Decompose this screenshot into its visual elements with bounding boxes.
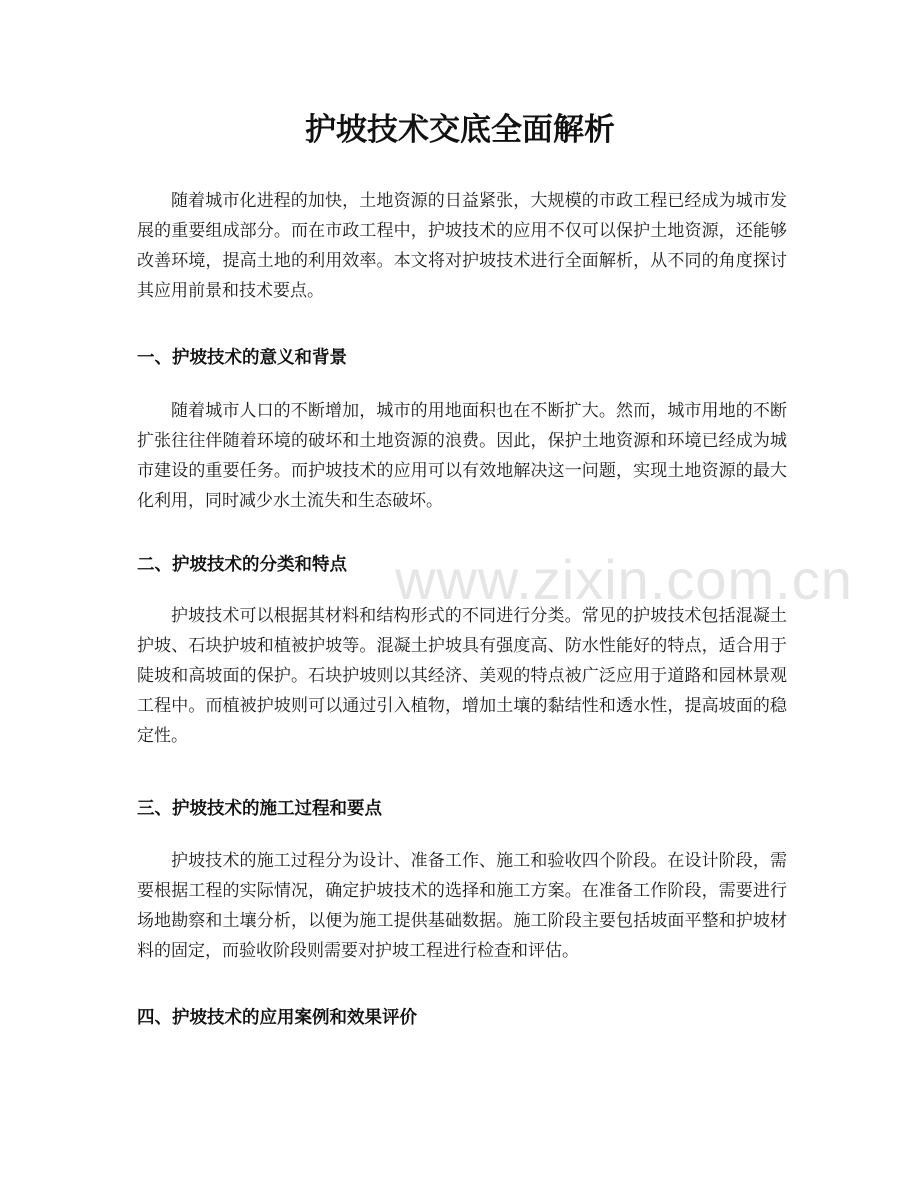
document-title: 护坡技术交底全面解析 [305, 112, 615, 148]
section-2-heading: 二、护坡技术的分类和特点 [137, 555, 347, 575]
section-1-heading: 一、护坡技术的意义和背景 [137, 348, 347, 368]
watermark: www.zixin.com.cn [395, 548, 853, 611]
section-4-heading: 四、护坡技术的应用案例和效果评价 [137, 1008, 417, 1028]
section-1-paragraph: 随着城市人口的不断增加，城市的用地面积也在不断扩大。然而，城市用地的不断扩张往往伴随着环境的破坏和土地资源的浪费。因此，保护土地资源和环境已经成为城市建设的重要任务。而护坡技术的应用可以有效地解决这一问题，实现土地资源的最大化利用，同时减少水土流失和生态破坏。 [137, 401, 787, 511]
section-2-paragraph: 护坡技术可以根据其材料和结构形式的不同进行分类。常见的护坡技术包括混凝土护坡、石块护坡和植被护坡等。混凝土护坡具有强度高、防水性能好的特点，适合用于陡坡和高坡面的保护。石块护坡则以其经济、美观的特点被广泛应用于道路和园林景观工程中。而植被护坡则可以通过引入植物，增加土壤的黏结性和透水性，提高坡面的稳定性。 [137, 606, 787, 746]
section-3-heading: 三、护坡技术的施工过程和要点 [137, 799, 382, 819]
intro-paragraph: 随着城市化进程的加快，土地资源的日益紧张，大规模的市政工程已经成为城市发展的重要组成部分。而在市政工程中，护坡技术的应用不仅可以保护土地资源，还能够改善环境，提高土地的利用效率。本文将对护坡技术进行全面解析，从不同的角度探讨其应用前景和技术要点。 [137, 191, 787, 301]
section-3-paragraph: 护坡技术的施工过程分为设计、准备工作、施工和验收四个阶段。在设计阶段，需要根据工程的实际情况，确定护坡技术的选择和施工方案。在准备工作阶段，需要进行场地勘察和土壤分析，以便为施工提供基础数据。施工阶段主要包括坡面平整和护坡材料的固定，而验收阶段则需要对护坡工程进行检查和评估。 [137, 851, 787, 961]
